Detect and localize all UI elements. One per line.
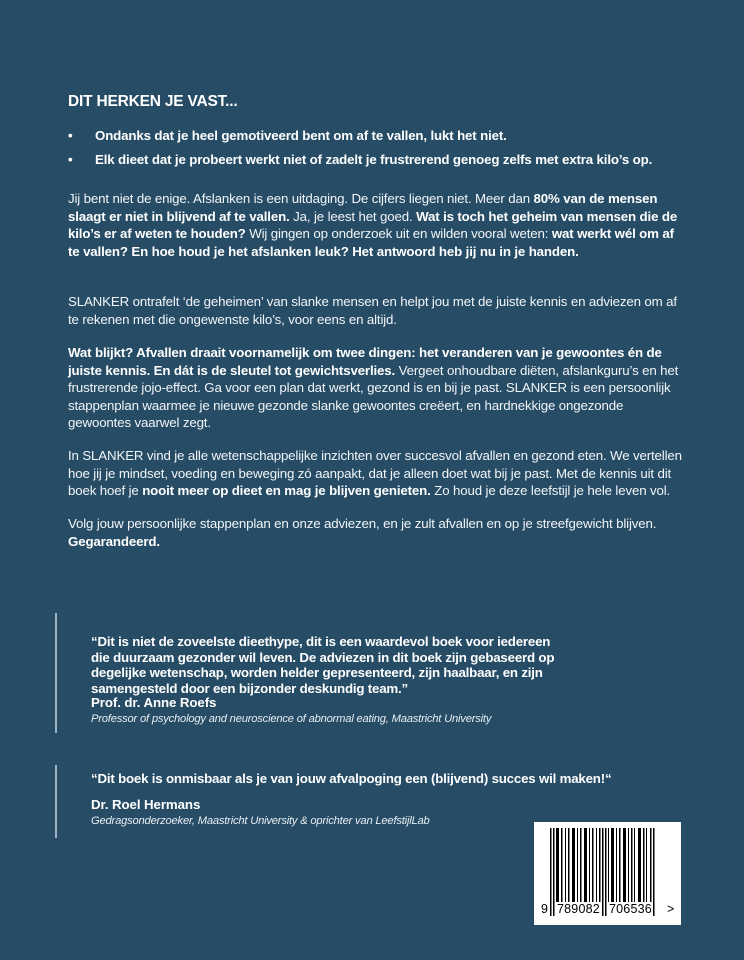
bullet-text: Ondanks dat je heel gemotiveerd bent om af te vallen, lukt het niet. (95, 128, 507, 143)
quiet-zone-marker: > (667, 902, 675, 916)
quote-rule (55, 765, 57, 838)
emphasis: Wat blijkt? Afvallen draait voornamelijk om twee dingen: het veranderen van je gewoontes én de juiste kennis. En dát is de sleutel tot gewichtsverlies. (68, 345, 662, 378)
isbn-barcode (534, 822, 681, 925)
quote-line: degelijke wetenschap, worden helder gepresenteerd, zijn haalbaar, en zijn (91, 665, 543, 680)
paragraph-inzichten (68, 447, 688, 500)
paragraph-intro (68, 190, 688, 260)
emphasis: nooit meer op dieet en mag je blijven genieten. (142, 483, 431, 499)
quote-rule (55, 613, 57, 733)
bullet-text: Elk dieet dat je probeert werkt niet of zadelt je frustrerend genoeg zelfs met extra kilo’s op. (95, 152, 653, 167)
text: SLANKER ontrafelt ‘de geheimen’ van slanke mensen en helpt jou met de juiste kennis en adviezen om af te rekenen met die ongewenste kilo’s, voor eens en altijd. (68, 294, 677, 327)
quote-author-role: Professor of psychology and neuroscience of abnormal eating, Maastricht University (91, 713, 492, 725)
emphasis: Gegarandeerd. (68, 533, 160, 549)
pain-points-list (68, 127, 652, 175)
text: Ja, je leest het goed. (289, 208, 417, 224)
bullet-icon: • (68, 152, 73, 167)
isbn-group-2: 706536 (609, 902, 652, 916)
quote-author-role: Gedragsonderzoeker, Maastricht University & oprichter van LeefstijlLab (91, 815, 430, 827)
text: Zo houd je deze leefstijl je hele leven vol. (430, 483, 671, 499)
paragraph-slanker (68, 293, 688, 328)
list-item (68, 127, 652, 151)
paragraph-wat-blijkt (68, 344, 688, 432)
isbn-group-1: 789082 (557, 902, 600, 916)
isbn-prefix: 9 (541, 902, 549, 916)
emphasis: wat werkt wél om af te vallen? En hoe houd je het afslanken leuk? Het antwoord heb jij nu in je handen. (68, 226, 674, 259)
text: In SLANKER vind je alle wetenschappelijke inzichten over succesvol afvallen en gezond eten. We vertellen hoe jij je mindset, voeding en beweging zó aanpakt, dat je alleen doet wat bij je past. Met de kennis uit dit boek hoef je (68, 448, 682, 499)
quote-line: samengesteld door een bijzonder deskundig team.” (91, 680, 408, 696)
quote-text (91, 771, 611, 787)
emphasis: 80% van de mensen slaagt er niet in blijvend af te vallen. (68, 191, 658, 224)
text: Jij bent niet de enige. Afslanken is een uitdaging. De cijfers liegen niet. Meer dan (68, 191, 534, 206)
quote-author: Dr. Roel Hermans (91, 797, 201, 812)
emphasis: Wat is toch het geheim van mensen die de kilo’s er af weten te houden? (68, 208, 678, 242)
bullet-icon: • (68, 128, 73, 143)
section-heading: DIT HERKEN JE VAST... (68, 93, 238, 110)
list-item (68, 151, 652, 175)
text: Volg jouw persoonlijke stappenplan en onze adviezen, en je zult afvallen en op je streefgewicht blijven. (68, 516, 657, 531)
text: Wij gingen op onderzoek uit en wilden vooral weten: (245, 226, 552, 242)
quote-author: Prof. dr. Anne Roefs (91, 695, 217, 710)
text: Vergeet onhoudbare diëten, afslankguru’s en het frustrerende jojo-effect. Ga voor een plan dat werkt, gezond is en bij je past. SLANKER is een persoonlijk stappenplan waarmee je nieuwe gezonde slanke gewoontes creëert, en hardnekkige ongezonde gewoontes vaarwel zegt. (68, 362, 679, 431)
quote-line: “Dit boek is onmisbaar als je van jouw afvalpoging een (blijvend) succes wil maken!“ (91, 771, 612, 786)
quote-line: “Dit is niet de zoveelste dieethype, dit is een waardevol boek voor iedereen (91, 634, 551, 649)
quote-text (91, 634, 554, 696)
paragraph-guarantee (68, 515, 688, 550)
quote-line: die duurzaam gezonder wil leven. De adviezen in dit boek zijn gebaseerd op (91, 649, 555, 665)
